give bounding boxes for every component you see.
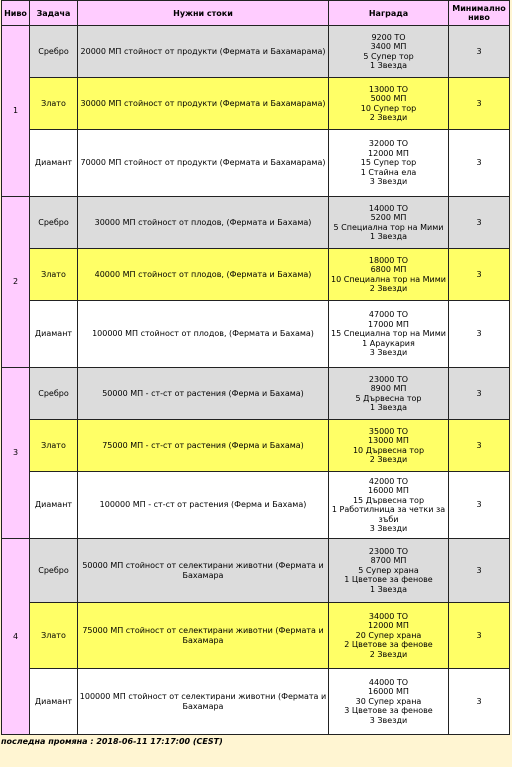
reward-line: 15 Специална тор на Мими bbox=[331, 329, 446, 339]
task-cell: Диамант bbox=[30, 669, 78, 735]
header-min-level: Минимално ниво bbox=[449, 1, 510, 26]
reward-cell bbox=[329, 669, 449, 735]
reward-line: 2 Звезди bbox=[369, 455, 408, 464]
goods-cell: 50000 МП - ст-ст от растения (Ферма и Бахама) bbox=[78, 368, 329, 420]
goods-cell: 30000 МП стойност от плодов, (Фермата и Бахама) bbox=[78, 197, 329, 249]
table-row bbox=[2, 26, 510, 78]
reward-line: 20 Супер храна bbox=[355, 630, 422, 640]
table-row bbox=[2, 249, 510, 301]
reward-line: 3 Звезди bbox=[369, 524, 408, 533]
reward-line: 2 Звезди bbox=[369, 649, 408, 659]
reward-cell bbox=[329, 197, 449, 249]
reward-line: 23000 ТО bbox=[368, 374, 409, 384]
goods-cell: 30000 МП стойност от продукти (Фермата и Бахамарама) bbox=[78, 78, 329, 130]
header-task: Задача bbox=[30, 1, 78, 26]
header-goods: Нужни стоки bbox=[78, 1, 329, 26]
quests-body bbox=[2, 26, 510, 735]
reward-line: 6800 МП bbox=[370, 265, 407, 274]
min-level-cell: 3 bbox=[449, 197, 510, 249]
task-cell: Сребро bbox=[30, 368, 78, 420]
reward-line: 8900 МП bbox=[370, 384, 407, 393]
reward-line: 15 Супер тор bbox=[360, 158, 417, 168]
level-cell: 4 bbox=[2, 539, 30, 735]
min-level-cell: 3 bbox=[449, 472, 510, 539]
table-row bbox=[2, 301, 510, 368]
task-cell: Диамант bbox=[30, 130, 78, 197]
table-row bbox=[2, 368, 510, 420]
reward-line: 1 Звезда bbox=[369, 61, 408, 70]
level-cell: 3 bbox=[2, 368, 30, 539]
table-row bbox=[2, 420, 510, 472]
reward-line: 3 Звезди bbox=[369, 715, 408, 725]
goods-cell: 100000 МП - ст-ст от растения (Ферма и Бахама) bbox=[78, 472, 329, 539]
reward-line: 10 Дървесна тор bbox=[352, 445, 425, 455]
min-level-cell: 3 bbox=[449, 420, 510, 472]
task-cell: Злато bbox=[30, 249, 78, 301]
reward-line: 10 Специална тор на Мими bbox=[331, 274, 446, 284]
min-level-cell: 3 bbox=[449, 249, 510, 301]
goods-cell: 50000 МП стойност от селектирани животни (Фермата и Бахамара bbox=[78, 539, 329, 603]
reward-line: 16000 МП bbox=[368, 687, 409, 697]
task-cell: Диамант bbox=[30, 472, 78, 539]
level-cell: 2 bbox=[2, 197, 30, 368]
goods-cell: 20000 МП стойност от продукти (Фермата и Бахамарама) bbox=[78, 26, 329, 78]
task-cell: Диамант bbox=[30, 301, 78, 368]
min-level-cell: 3 bbox=[449, 669, 510, 735]
reward-line: 1 Араукария bbox=[362, 338, 415, 348]
table-row bbox=[2, 669, 510, 735]
header-level: Ниво bbox=[2, 1, 30, 26]
reward-cell bbox=[329, 603, 449, 669]
level-cell: 1 bbox=[2, 26, 30, 197]
reward-line: 8700 МП bbox=[370, 556, 407, 566]
reward-line: 1 Работилница за четки за зъби bbox=[331, 505, 446, 524]
reward-line: 5 Специална тор на Мими bbox=[333, 222, 444, 232]
reward-line: 5 Супер тор bbox=[363, 51, 414, 61]
reward-line: 12000 МП bbox=[368, 148, 409, 158]
reward-line: 32000 ТО bbox=[368, 139, 409, 149]
header-reward: Награда bbox=[329, 1, 449, 26]
goods-cell: 70000 МП стойност от продукти (Фермата и Бахамарама) bbox=[78, 130, 329, 197]
min-level-cell: 3 bbox=[449, 130, 510, 197]
reward-line: 47000 ТО bbox=[368, 310, 409, 320]
reward-line: 5 Дървесна тор bbox=[355, 393, 422, 403]
table-row bbox=[2, 539, 510, 603]
task-cell: Злато bbox=[30, 78, 78, 130]
min-level-cell: 3 bbox=[449, 301, 510, 368]
reward-line: 1 Звезда bbox=[369, 584, 408, 594]
task-cell: Злато bbox=[30, 420, 78, 472]
goods-cell: 75000 МП - ст-ст от растения (Ферма и Бахама) bbox=[78, 420, 329, 472]
reward-line: 2 Звезди bbox=[369, 113, 408, 122]
reward-cell bbox=[329, 78, 449, 130]
reward-line: 1 Стайна ела bbox=[360, 167, 417, 177]
task-cell: Сребро bbox=[30, 197, 78, 249]
table-row bbox=[2, 78, 510, 130]
reward-line: 23000 ТО bbox=[368, 546, 409, 556]
reward-cell bbox=[329, 301, 449, 368]
reward-line: 1 Цветове за фенове bbox=[344, 575, 433, 585]
reward-line: 17000 МП bbox=[368, 319, 409, 329]
table-header-row bbox=[2, 1, 510, 26]
reward-line: 18000 ТО bbox=[368, 255, 409, 265]
table-row bbox=[2, 603, 510, 669]
min-level-cell: 3 bbox=[449, 78, 510, 130]
reward-line: 2 Звезди bbox=[369, 284, 408, 293]
reward-line: 1 Звезда bbox=[369, 232, 408, 241]
task-cell: Сребро bbox=[30, 539, 78, 603]
table-row bbox=[2, 472, 510, 539]
reward-cell bbox=[329, 472, 449, 539]
min-level-cell: 3 bbox=[449, 539, 510, 603]
reward-line: 12000 МП bbox=[368, 621, 409, 631]
last-modified-text: последна промяна : 2018-06-11 17:17:00 (CEST) bbox=[1, 737, 223, 746]
reward-cell bbox=[329, 539, 449, 603]
task-cell: Сребро bbox=[30, 26, 78, 78]
quests-table bbox=[1, 0, 510, 735]
reward-line: 42000 ТО bbox=[368, 476, 409, 486]
reward-line: 14000 ТО bbox=[368, 203, 409, 213]
reward-line: 3400 МП bbox=[370, 42, 407, 51]
reward-line: 34000 ТО bbox=[368, 611, 409, 621]
reward-line: 2 Цветове за фенове bbox=[344, 640, 433, 650]
reward-cell bbox=[329, 130, 449, 197]
reward-line: 3 Звезди bbox=[369, 177, 408, 187]
table-row bbox=[2, 197, 510, 249]
goods-cell: 100000 МП стойност от селектирани животни (Фермата и Бахамара bbox=[78, 669, 329, 735]
reward-line: 44000 ТО bbox=[368, 677, 409, 687]
min-level-cell: 3 bbox=[449, 26, 510, 78]
goods-cell: 100000 МП стойност от плодов, (Фермата и Бахама) bbox=[78, 301, 329, 368]
reward-cell bbox=[329, 26, 449, 78]
goods-cell: 40000 МП стойност от плодов, (Фермата и Бахама) bbox=[78, 249, 329, 301]
reward-line: 13000 МП bbox=[368, 436, 409, 445]
reward-cell bbox=[329, 420, 449, 472]
goods-cell: 75000 МП стойност от селектирани животни (Фермата и Бахамара bbox=[78, 603, 329, 669]
reward-line: 30 Супер храна bbox=[355, 696, 422, 706]
min-level-cell: 3 bbox=[449, 368, 510, 420]
reward-cell bbox=[329, 368, 449, 420]
reward-line: 3 Звезди bbox=[369, 348, 408, 358]
reward-line: 9200 ТО bbox=[371, 32, 406, 42]
reward-line: 15 Дървесна тор bbox=[352, 495, 425, 505]
table-row bbox=[2, 130, 510, 197]
min-level-cell: 3 bbox=[449, 603, 510, 669]
reward-line: 3 Цветове за фенове bbox=[344, 706, 433, 716]
task-cell: Злато bbox=[30, 603, 78, 669]
reward-line: 5 Супер храна bbox=[358, 565, 419, 575]
reward-cell bbox=[329, 249, 449, 301]
reward-line: 5200 МП bbox=[370, 213, 407, 222]
reward-line: 35000 ТО bbox=[368, 426, 409, 436]
reward-line: 16000 МП bbox=[368, 486, 409, 495]
reward-line: 5000 МП bbox=[370, 94, 407, 103]
reward-line: 13000 ТО bbox=[368, 84, 409, 94]
reward-line: 1 Звезда bbox=[369, 403, 408, 412]
reward-line: 10 Супер тор bbox=[360, 103, 417, 113]
